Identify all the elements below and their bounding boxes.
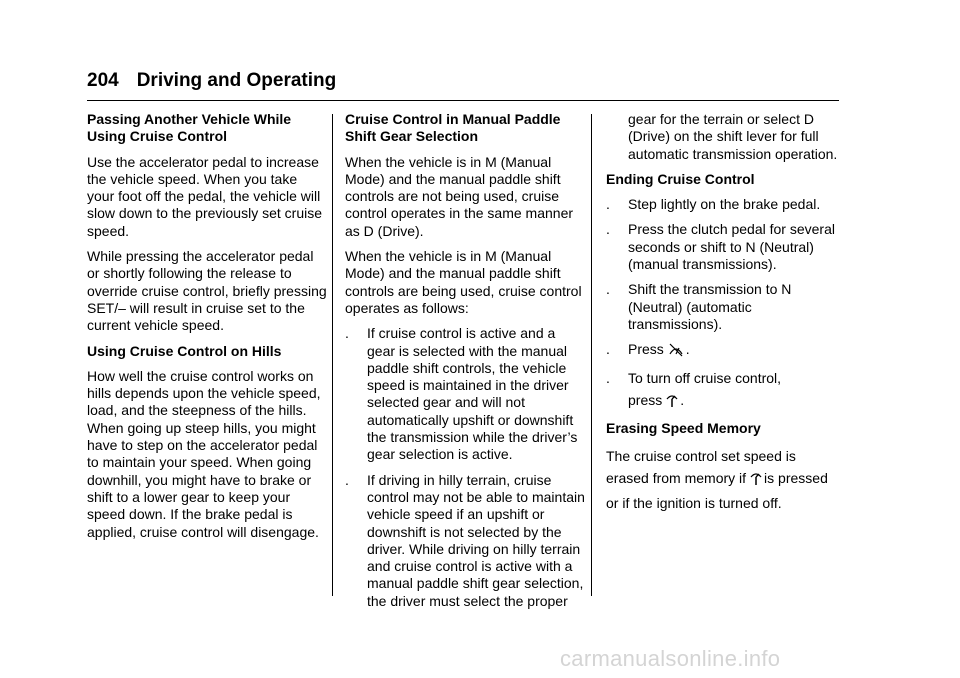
list-item — [606, 370, 842, 413]
bullet: . — [606, 341, 610, 358]
list-item-text — [628, 341, 842, 361]
bullet: . — [606, 369, 610, 386]
list-item — [606, 196, 842, 213]
list-item — [606, 341, 842, 361]
heading-manual-paddle: Cruise Control in Manual Paddle Shift Gear Selection — [345, 111, 561, 145]
column-2 — [345, 111, 585, 618]
page-number: 204 — [87, 70, 119, 91]
watermark: carmanualsonline.info — [560, 646, 781, 671]
header-rule — [87, 100, 839, 101]
list-item — [606, 281, 842, 333]
paragraph: When the vehicle is in M (Manual Mode) and the manual paddle shift controls are not being used, cruise control operates in the same manner as D (Drive). — [345, 153, 574, 239]
heading-hills: Using Cruise Control on Hills — [87, 342, 282, 359]
list-item-text: If cruise control is active and a gear is selected with the manual paddle shift controls, the vehicle speed is maintained in the driver selected gear and will not automatically upshift or downshift the transmission while the driver’s gear selection is active. — [367, 325, 578, 463]
bullet: . — [345, 325, 349, 342]
list-item — [606, 221, 842, 273]
press-period: . — [680, 391, 685, 408]
list-item-text: If driving in hilly terrain, cruise control may not be able to maintain vehicle speed if an upshift or downshift is not selected by the driver. While driving on hilly terrain and cruise control is active with a manual paddle shift gear selection, the driver must select the proper — [367, 471, 585, 609]
erase-line-2-post: is pressed — [764, 470, 828, 487]
paragraph: How well the cruise control works on hills depends upon the vehicle speed, load, and the steepness of the hills. When going up steep hills, you might have to step on the accelerator pedal to maintain your speed. When going downhill, you might have to brake or shift to a lower gear to keep your speed down. If the brake pedal is applied, cruise control will disengage. — [87, 367, 321, 540]
bullet: . — [606, 221, 610, 238]
list-item-text: Step lightly on the brake pedal. — [628, 196, 821, 213]
bullet: . — [345, 471, 349, 488]
paragraph — [606, 445, 842, 514]
cruise-on-off-icon — [750, 470, 762, 492]
press-label: press — [628, 391, 663, 408]
press-line — [628, 392, 684, 412]
page-header — [87, 70, 336, 92]
list-item-text — [628, 370, 842, 413]
column-divider-1 — [332, 114, 333, 596]
bullet: . — [606, 196, 610, 213]
erase-line-2-pre: erased from memory if — [606, 470, 747, 487]
bullet: . — [606, 281, 610, 298]
cruise-cancel-icon — [668, 343, 684, 361]
column-3 — [606, 111, 842, 522]
paragraph: While pressing the accelerator pedal or shortly following the release to override cruise control, briefly pressing SET/– will result in cruise set to the current vehicle speed. — [87, 248, 327, 334]
list-item-text: Press the clutch pedal for several seconds or shift to N (Neutral) (manual transmissions). — [628, 221, 835, 273]
cruise-on-off-icon — [666, 394, 678, 412]
list-item — [345, 325, 585, 463]
press-period: . — [685, 341, 690, 358]
turn-off-line: To turn off cruise control, — [628, 369, 782, 386]
list-item — [345, 472, 585, 610]
column-divider-2 — [591, 114, 592, 596]
erase-line-3: or if the ignition is turned off. — [606, 495, 782, 512]
heading-passing: Passing Another Vehicle While Using Cruise Control — [87, 111, 292, 145]
column-1 — [87, 111, 327, 549]
heading-ending-cruise: Ending Cruise Control — [606, 170, 755, 187]
erase-line-1: The cruise control set speed is — [606, 448, 796, 465]
section-title: Driving and Operating — [136, 70, 337, 91]
paragraph: When the vehicle is in M (Manual Mode) and the manual paddle shift controls are being used, cruise control operates as follows: — [345, 248, 582, 316]
list-item-continuation: gear for the terrain or select D (Drive) on the shift lever for full automatic transmission operation. — [628, 111, 838, 162]
press-label: Press — [628, 341, 664, 358]
heading-erasing-memory: Erasing Speed Memory — [606, 420, 761, 437]
list-item-text: Shift the transmission to N (Neutral) (automatic transmissions). — [628, 281, 792, 332]
paragraph: Use the accelerator pedal to increase the vehicle speed. When you take your foot off the pedal, the vehicle will slow down to the previously set cruise speed. — [87, 153, 322, 239]
